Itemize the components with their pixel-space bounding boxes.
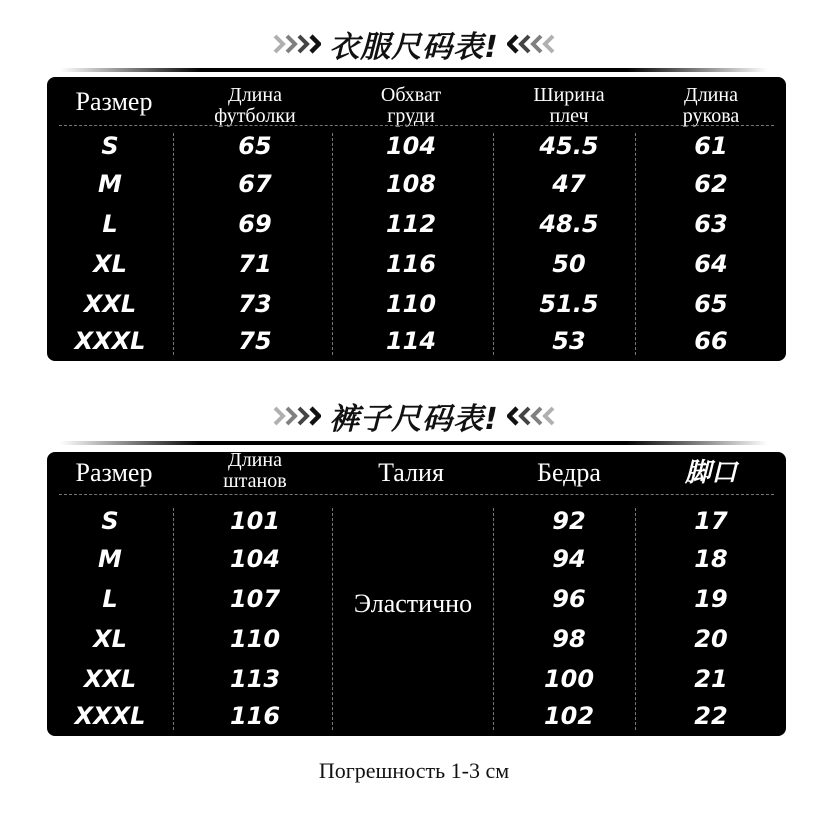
shirt-header-chest: Обхват груди: [380, 84, 442, 127]
size-label: M: [98, 170, 122, 198]
table-cell: 50: [552, 250, 586, 278]
shirt-title-divider: [60, 68, 768, 72]
shirt-header-divider: [59, 125, 774, 126]
size-label: XXXL: [74, 702, 146, 730]
shirt-header-length: Длина футболки: [214, 84, 296, 127]
table-row: [47, 286, 786, 322]
table-cell: 94: [552, 545, 586, 573]
table-cell: 53: [552, 327, 586, 355]
pants-header-length: Длина штанов: [223, 449, 287, 492]
table-cell: 113: [229, 665, 281, 693]
table-cell: 62: [694, 170, 728, 198]
table-cell: 116: [229, 702, 281, 730]
table-cell: 61: [694, 132, 728, 160]
shirt-header-sleeve: Длина рукова: [682, 84, 740, 127]
table-cell: 65: [238, 132, 272, 160]
shirt-title: 衣服尺码表!: [329, 30, 499, 65]
pants-size-table: [47, 449, 786, 736]
table-cell: 114: [385, 327, 437, 355]
pants-title-row: [0, 392, 828, 440]
table-cell: 69: [238, 210, 272, 238]
table-cell: 65: [694, 290, 728, 318]
shirt-header-shoulder: Ширина плеч: [533, 84, 605, 127]
size-label: XL: [93, 625, 127, 653]
table-cell: 20: [694, 625, 728, 653]
tolerance-note: Погрешность 1-3 см: [318, 758, 510, 783]
size-label: L: [102, 210, 118, 238]
table-cell: 116: [385, 250, 437, 278]
left-chevrons-icon: [273, 405, 321, 427]
table-row: [47, 128, 786, 164]
table-cell: 107: [229, 585, 281, 613]
table-cell: 48.5: [539, 210, 599, 238]
size-label: S: [101, 132, 119, 160]
table-cell: 21: [694, 665, 728, 693]
table-row: [47, 503, 786, 539]
table-cell: 101: [229, 507, 281, 535]
pants-header-divider: [59, 494, 774, 495]
table-cell: 108: [385, 170, 437, 198]
table-cell: 22: [694, 702, 728, 730]
table-cell: 110: [229, 625, 281, 653]
size-label: XXL: [83, 290, 137, 318]
table-row: [47, 166, 786, 202]
table-cell: 51.5: [539, 290, 599, 318]
table-cell: 63: [694, 210, 728, 238]
table-row: [47, 621, 786, 657]
pants-header-waist: Талия: [378, 458, 444, 487]
table-row: [47, 581, 786, 617]
pants-title: 裤子尺码表!: [329, 402, 499, 437]
table-row: [47, 206, 786, 242]
table-cell: 100: [543, 665, 595, 693]
pants-header-size: Размер: [75, 458, 153, 487]
table-cell: 104: [385, 132, 437, 160]
table-row: [47, 541, 786, 577]
size-label: S: [101, 507, 119, 535]
table-cell: 104: [229, 545, 281, 573]
pants-header-hips: Бедра: [537, 458, 601, 487]
table-cell: 75: [238, 327, 272, 355]
table-cell: 98: [552, 625, 586, 653]
shirt-title-row: [0, 20, 828, 68]
table-row: [47, 246, 786, 282]
table-cell: 71: [238, 250, 272, 278]
table-cell: 112: [385, 210, 437, 238]
shirt-table-header: [47, 77, 786, 127]
table-cell: 96: [552, 585, 586, 613]
table-cell: 102: [543, 702, 595, 730]
table-row: [47, 698, 786, 734]
table-cell: 17: [694, 507, 728, 535]
right-chevrons-icon: [507, 405, 555, 427]
pants-title-divider: [60, 441, 768, 445]
table-cell: 67: [238, 170, 272, 198]
table-cell: 18: [694, 545, 728, 573]
size-label: XL: [93, 250, 127, 278]
table-row: [47, 323, 786, 359]
size-label: L: [102, 585, 118, 613]
size-label: M: [98, 545, 122, 573]
table-cell: 110: [385, 290, 437, 318]
left-chevrons-icon: [273, 33, 321, 55]
size-label: XXL: [83, 665, 137, 693]
table-cell: 45.5: [539, 132, 599, 160]
table-cell: 73: [238, 290, 272, 318]
right-chevrons-icon: [507, 33, 555, 55]
table-cell: 19: [694, 585, 728, 613]
pants-header-leg-opening: 脚口: [684, 458, 737, 488]
table-cell: 47: [552, 170, 586, 198]
table-row: [47, 661, 786, 697]
size-label: XXXL: [74, 327, 146, 355]
table-cell: 66: [694, 327, 728, 355]
table-cell: 92: [552, 507, 586, 535]
shirt-size-table: [47, 77, 786, 361]
shirt-header-size: Размер: [75, 87, 153, 116]
table-cell: 64: [694, 250, 728, 278]
pants-waist-elastic: Эластично: [353, 589, 473, 618]
